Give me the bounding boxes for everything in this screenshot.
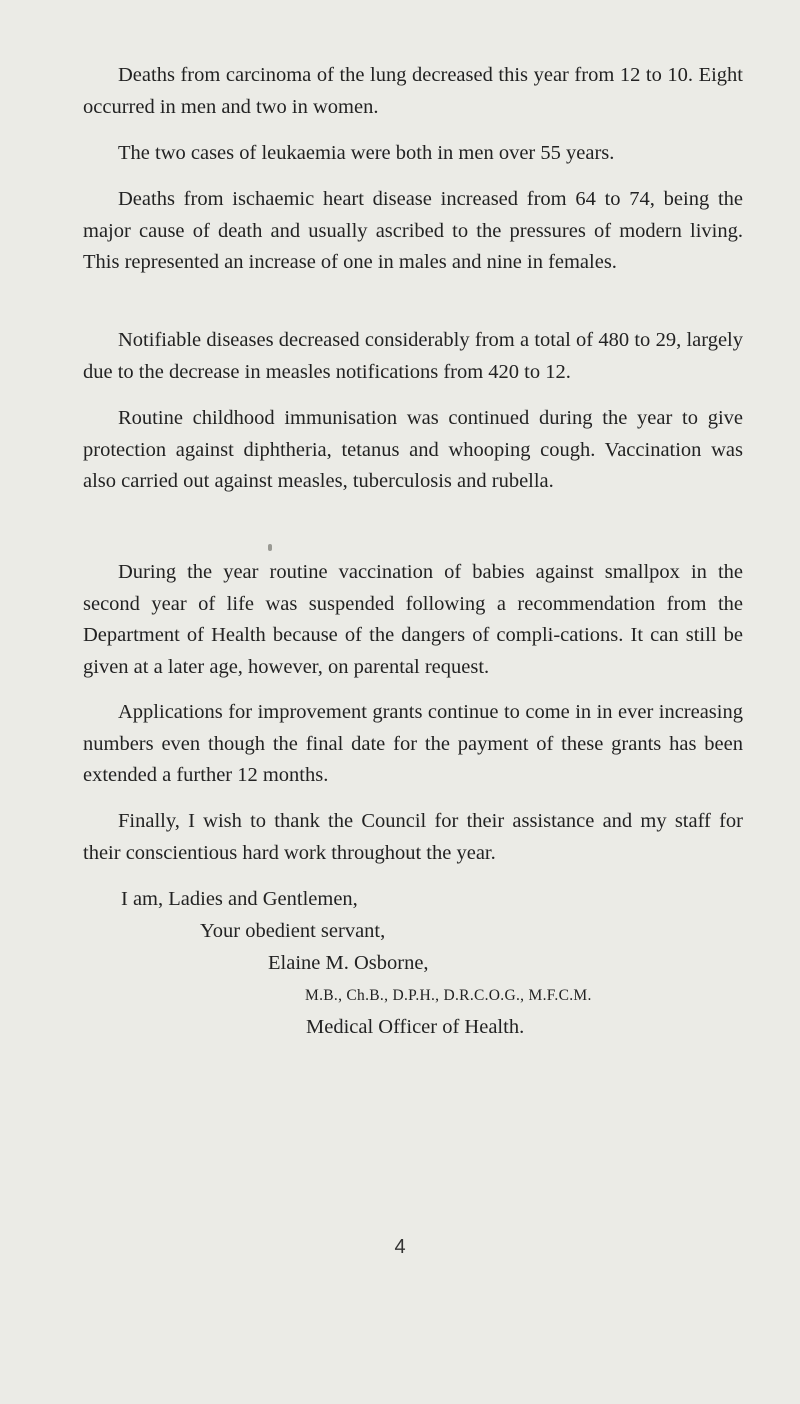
print-speck — [268, 544, 272, 551]
closing-salutation: I am, Ladies and Gentlemen, — [121, 888, 358, 910]
paragraph-immunisation: Routine childhood immunisation was continued during the year to give protection against diphtheria, tetanus and whooping cough. Vaccination was also carried out against measles, tuberculosis and rubella. — [83, 407, 743, 492]
paragraph-notifiable-diseases: Notifiable diseases decreased considerably from a total of 480 to 29, largely due to the decrease in measles notifications from 420 to 12. — [83, 329, 743, 383]
signatory-name: Elaine M. Osborne, — [268, 952, 429, 974]
paragraph-heart-disease: Deaths from ischaemic heart disease increased from 64 to 74, being the major cause of death and usually ascribed to the pressures of modern living. This represented an increase of one in males and nine in females. — [83, 188, 743, 273]
paragraph-smallpox: During the year routine vaccination of babies against smallpox in the second year of life was suspended following a recommendation from the Department of Health because of the dangers of compli-cations. It can still be given at a later age, however, on parental request. — [83, 561, 743, 678]
paragraph-thanks: Finally, I wish to thank the Council for their assistance and my staff for their conscientious hard work throughout the year. — [83, 810, 743, 864]
signatory-title: Medical Officer of Health. — [306, 1016, 525, 1038]
paragraph-improvement-grants: Applications for improvement grants continue to come in in ever increasing numbers even though the final date for the payment of these grants has been extended a further 12 months. — [83, 701, 743, 786]
signatory-credentials: M.B., Ch.B., D.P.H., D.R.C.O.G., M.F.C.M. — [305, 987, 592, 1004]
closing-valediction: Your obedient servant, — [200, 920, 386, 942]
paragraph-leukaemia: The two cases of leukaemia were both in men over 55 years. — [118, 142, 615, 164]
page-number: 4 — [394, 1236, 406, 1258]
paragraph-lung-carcinoma: Deaths from carcinoma of the lung decreased this year from 12 to 10. Eight occurred in men and two in women. — [83, 64, 743, 118]
